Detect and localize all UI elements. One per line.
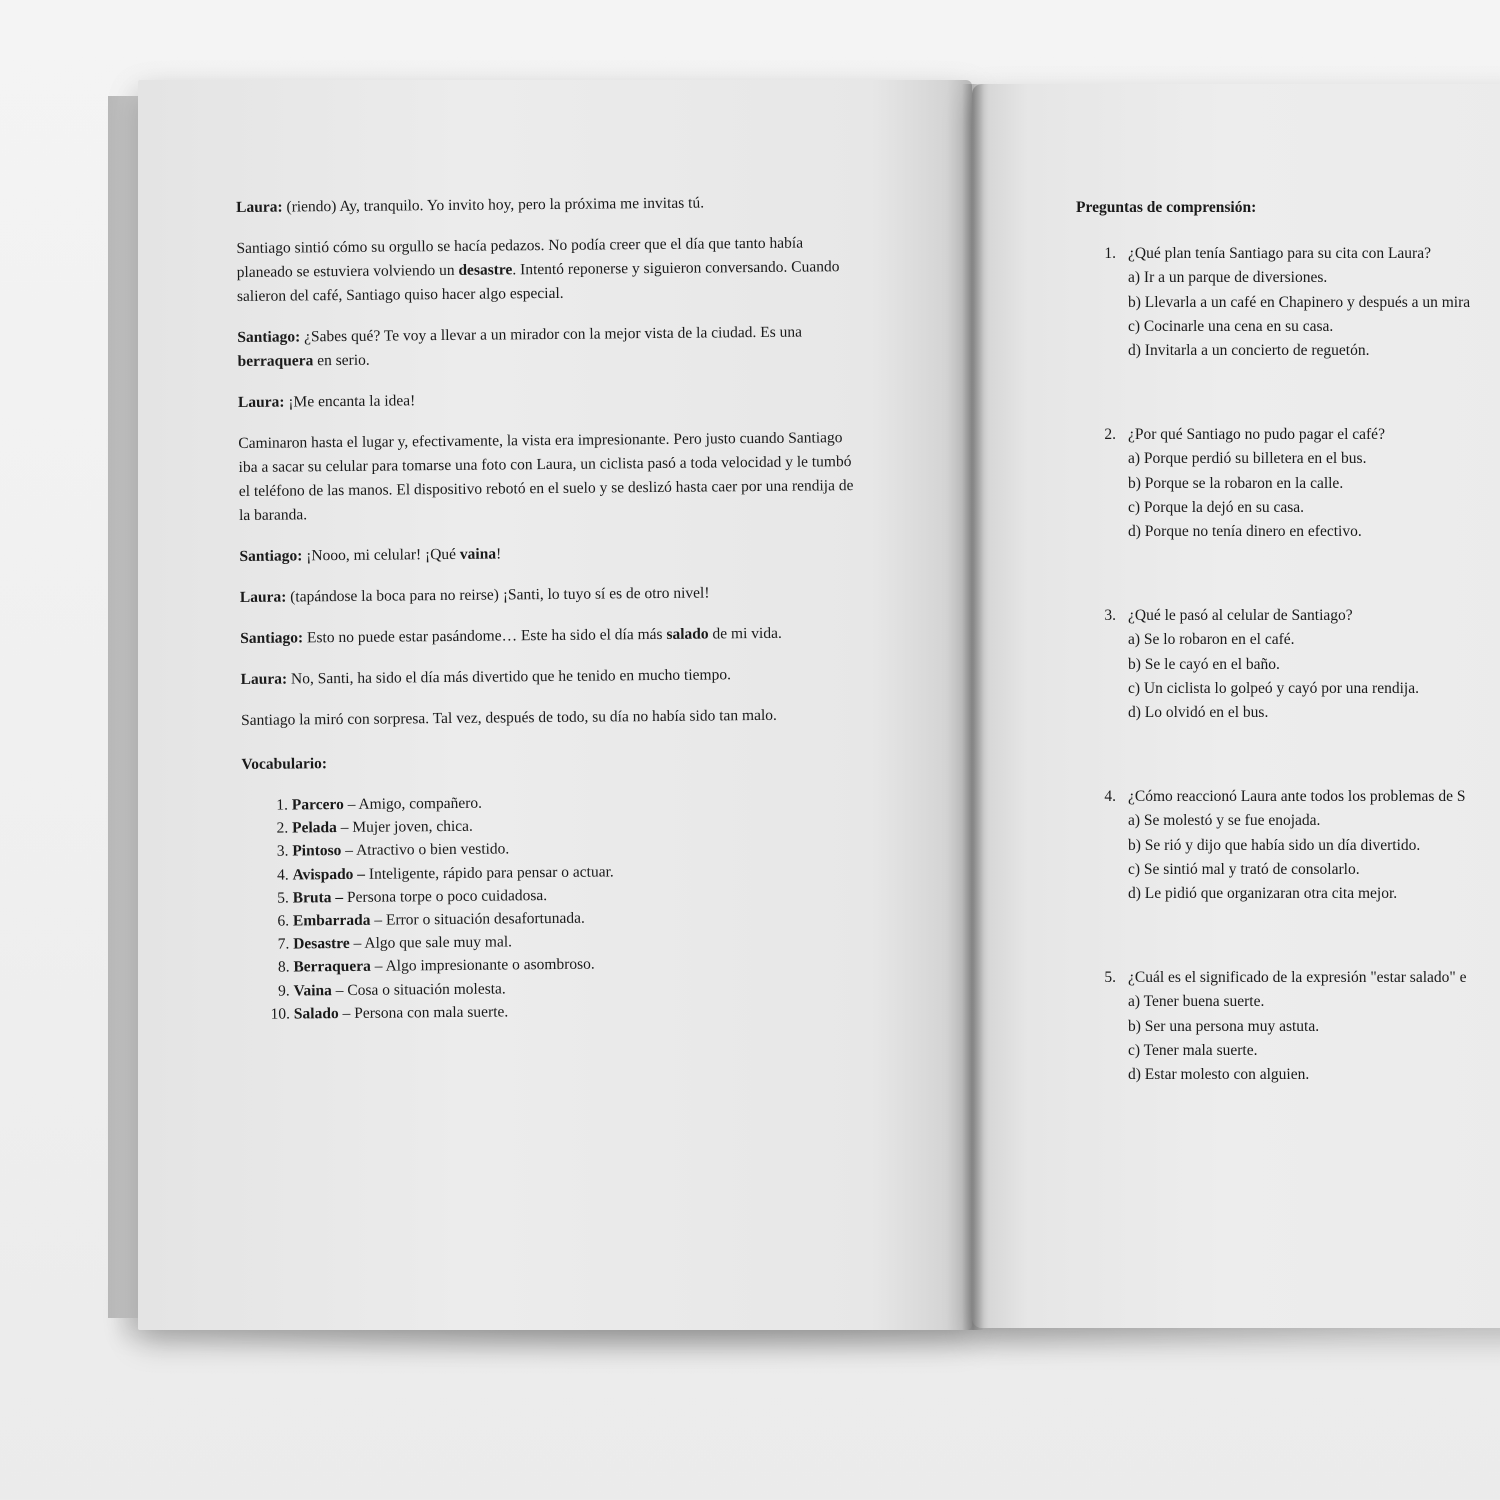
vocabulary-definition: – Persona con mala suerte.: [338, 1003, 509, 1022]
dialogue-paragraph: [240, 580, 860, 610]
narration-paragraph: [236, 231, 857, 309]
question-block: [1076, 242, 1500, 363]
vocabulary-list: [242, 788, 864, 1026]
speaker-name: Laura:: [236, 198, 283, 216]
answer-option: a) Se molestó y se fue enojada.: [1128, 812, 1321, 830]
narration-paragraph: [238, 426, 859, 528]
answer-option: a) Porque perdió su billetera en el bus.: [1128, 450, 1367, 468]
questions-list: [1076, 242, 1500, 1087]
highlighted-word: vaina: [459, 545, 497, 563]
book-gutter: [962, 84, 984, 1330]
vocabulary-term: Pintoso: [292, 842, 342, 860]
answer-option: c) Tener mala suerte.: [1128, 1041, 1258, 1059]
paragraph-text: No, Santi, ha sido el día más divertido que he tenido en mucho tiempo.: [287, 666, 732, 688]
question-line: [1076, 423, 1500, 447]
paragraph-text: (riendo) Ay, tranquilo. Yo invito hoy, pero la próxima me invitas tú.: [282, 194, 705, 216]
answer-option: b) Porque se la robaron en la calle.: [1128, 474, 1344, 492]
question-number: 3.: [1104, 607, 1116, 625]
paragraph-text: Santiago la miró con sorpresa. Tal vez, después de todo, su día no había sido tan malo.: [240, 706, 777, 729]
answer-option: c) Cocinarle una cena en su casa.: [1128, 317, 1334, 335]
vocabulary-definition: – Atractivo o bien vestido.: [341, 840, 510, 860]
dialogue-paragraph: [236, 190, 856, 220]
vocabulary-term: Parcero: [291, 795, 344, 814]
vocabulary-definition: – Algo impresionante o asombroso.: [370, 956, 595, 976]
answer-option: b) Llevarla a un café en Chapinero y después a un mira: [1128, 293, 1471, 311]
question-number: 1.: [1104, 245, 1116, 263]
speaker-name: Laura:: [240, 670, 288, 688]
question-line: [1076, 966, 1500, 990]
answer-option: c) Un ciclista lo golpeó y cayó por una rendija.: [1128, 679, 1419, 697]
vocabulary-term: Bruta –: [292, 888, 344, 907]
vocabulary-term: Pelada: [291, 819, 337, 837]
vocabulary-term: Vaina: [293, 981, 332, 1000]
answer-option: b) Se le cayó en el baño.: [1128, 655, 1280, 673]
vocabulary-definition: Persona torpe o poco cuidadosa.: [343, 886, 548, 906]
dialogue-paragraph: [239, 539, 859, 569]
vocabulary-definition: – Amigo, compañero.: [343, 794, 483, 813]
answer-option: c) Se sintió mal y trató de consolarlo.: [1128, 860, 1360, 878]
paragraph-text: Caminaron hasta el lugar y, efectivamente, la vista era impresionante. Pero justo cuando Santiago iba a sacar su celular para tomarse una foto con Laura, un ciclista pasó a toda velocidad y le tumbó el teléfono de las manos. El dispositivo rebotó en el suelo y se deslizó hasta caer por una rendija de la baranda.: [238, 429, 854, 524]
answer-option: d) Le pidió que organizaran otra cita mejor.: [1128, 885, 1398, 903]
question-line: [1076, 604, 1500, 628]
question-text: ¿Qué le pasó al celular de Santiago?: [1128, 607, 1353, 625]
answer-option: a) Tener buena suerte.: [1128, 993, 1265, 1011]
paragraph-text: Esto no puede estar pasándome… Este ha sido el día más: [303, 625, 667, 647]
answer-option: a) Ir a un parque de diversiones.: [1128, 269, 1328, 287]
vocabulary-definition: – Mujer joven, chica.: [336, 817, 473, 837]
vocabulary-term: Embarrada: [292, 911, 371, 930]
speaker-name: Santiago:: [239, 547, 303, 565]
paragraph-text: . Intentó reponerse y siguieron conversando. Cuando salieron del café, Santiago quiso hacer algo especial.: [236, 258, 840, 305]
answer-option: b) Ser una persona muy astuta.: [1128, 1017, 1320, 1035]
highlighted-word: desastre: [458, 261, 513, 279]
question-line: [1076, 785, 1500, 809]
speaker-name: Laura:: [239, 588, 287, 606]
speaker-name: Laura:: [237, 393, 285, 411]
question-text: ¿Cómo reaccionó Laura ante todos los problemas de S: [1128, 788, 1466, 806]
paragraph-text: en serio.: [313, 351, 370, 370]
question-block: [1076, 423, 1500, 544]
question-block: [1076, 785, 1500, 906]
answer-option: a) Se lo robaron en el café.: [1128, 631, 1295, 649]
right-page-text: [1076, 196, 1500, 1147]
dialogue-paragraph: [241, 662, 861, 692]
vocabulary-definition: – Error o situación desafortunada.: [370, 909, 585, 929]
paragraph-text: Santiago sintió cómo su orgullo se hacía pedazos. No podía creer que el día que tanto había planeado se estuviera volviendo un: [236, 234, 804, 281]
question-text: ¿Por qué Santiago no pudo pagar el café?: [1128, 426, 1385, 444]
question-block: [1076, 966, 1500, 1087]
highlighted-word: salado: [666, 625, 709, 643]
vocabulary-title: Vocabulario:: [241, 755, 328, 773]
question-line: [1076, 242, 1500, 266]
questions-title: Preguntas de comprensión:: [1076, 199, 1257, 216]
question-number: 2.: [1104, 426, 1116, 444]
vocabulary-definition: – Algo que sale muy mal.: [349, 933, 513, 953]
vocabulary-definition: – Cosa o situación molesta.: [331, 980, 506, 999]
left-page-text: [236, 190, 864, 1026]
question-text: ¿Qué plan tenía Santiago para su cita con Laura?: [1128, 245, 1431, 263]
dialogue-paragraph: [237, 320, 857, 374]
vocabulary-term: Avispado –: [292, 865, 366, 884]
answer-option: d) Porque no tenía dinero en efectivo.: [1128, 523, 1362, 541]
highlighted-word: berraquera: [237, 352, 314, 370]
paragraph-text: ¡Me encanta la idea!: [284, 392, 416, 411]
paragraph-text: de mi vida.: [708, 624, 782, 643]
paragraph-text: ¿Sabes qué? Te voy a llevar a un mirador con la mejor vista de la ciudad. Es una: [300, 323, 803, 346]
question-number: 4.: [1104, 788, 1116, 806]
question-block: [1076, 604, 1500, 725]
paragraph-text: (tapándose la boca para no reirse) ¡Santi, lo tuyo sí es de otro nivel!: [286, 584, 710, 606]
question-number: 5.: [1104, 969, 1116, 987]
speaker-name: Santiago:: [237, 328, 301, 346]
dialogue-paragraph: [238, 385, 858, 415]
answer-option: d) Estar molesto con alguien.: [1128, 1066, 1310, 1084]
answer-option: d) Lo olvidó en el bus.: [1128, 704, 1269, 722]
answer-option: b) Se rió y dijo que había sido un día divertido.: [1128, 836, 1421, 854]
narration-paragraph: [241, 703, 861, 733]
vocabulary-term: Berraquera: [293, 958, 371, 976]
speaker-name: Santiago:: [240, 629, 304, 647]
vocabulary-term: Desastre: [293, 935, 350, 953]
answer-option: c) Porque la dejó en su casa.: [1128, 498, 1305, 516]
paragraph-text: !: [495, 545, 502, 563]
answer-option: d) Invitarla a un concierto de reguetón.: [1128, 342, 1370, 360]
story-paragraphs: [236, 190, 861, 733]
question-text: ¿Cuál es el significado de la expresión "estar salado" e: [1128, 969, 1467, 987]
vocabulary-definition: Inteligente, rápido para pensar o actuar.: [364, 863, 614, 883]
dialogue-paragraph: [240, 621, 860, 651]
paragraph-text: ¡Nooo, mi celular! ¡Qué: [302, 545, 460, 565]
vocabulary-term: Salado: [293, 1004, 339, 1023]
